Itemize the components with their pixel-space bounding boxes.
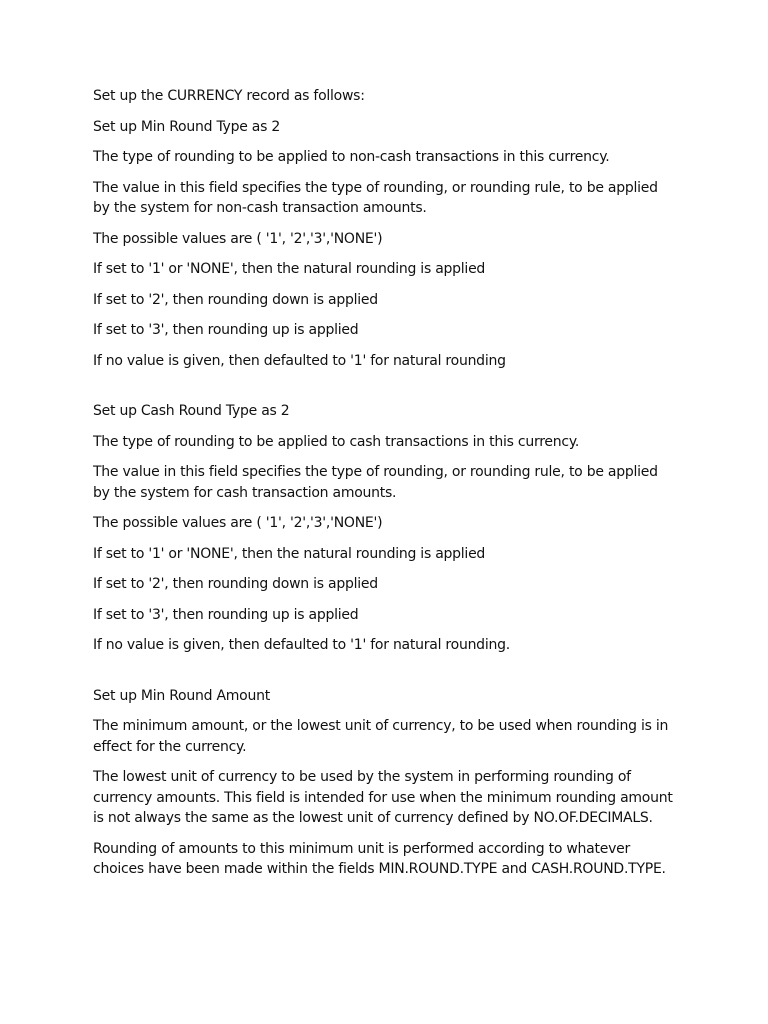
paragraph: If set to '1' or 'NONE', then the natural rounding is applied (93, 545, 486, 562)
paragraph: The minimum amount, or the lowest unit of currency, to be used when rounding is in effect for the currency. (93, 718, 669, 755)
section-heading: Set up Min Round Amount (93, 687, 270, 704)
section-cash-round-type (93, 401, 675, 656)
paragraph: If set to '1' or 'NONE', then the natural rounding is applied (93, 261, 486, 277)
paragraph: Rounding of amounts to this minimum unit is performed according to whatever choices have been made within the fields MIN.ROUND.TYPE and CASH.ROUND.TYPE. (93, 840, 666, 877)
paragraph: The type of rounding to be applied to cash transactions in this currency. (93, 433, 580, 450)
paragraph: If no value is given, then defaulted to '1' for natural rounding. (93, 637, 510, 653)
paragraph: If set to '2', then rounding down is applied (93, 291, 378, 308)
paragraph: If set to '3', then rounding up is applied (93, 606, 359, 623)
paragraph: If set to '2', then rounding down is applied (93, 576, 378, 592)
section-min-round-amount (93, 686, 675, 880)
paragraph: If set to '3', then rounding up is applied (93, 322, 359, 338)
section-heading: Set up Min Round Type as 2 (93, 118, 281, 135)
paragraph: The value in this field specifies the type of rounding, or rounding rule, to be applied by the system for cash transaction amounts. (93, 464, 658, 501)
paragraph: The lowest unit of currency to be used by the system in performing rounding of currency amounts. This field is intended for use when the minimum rounding amount is not always the same as the lowest unit of currency defined by NO.OF.DECIMALS. (93, 769, 673, 826)
paragraph: If no value is given, then defaulted to '1' for natural rounding (93, 352, 506, 369)
paragraph: The value in this field specifies the type of rounding, or rounding rule, to be applied by the system for non-cash transaction amounts. (93, 179, 658, 216)
section-spacer (93, 381, 675, 401)
intro-text: Set up the CURRENCY record as follows: (93, 88, 365, 104)
paragraph: The possible values are ( '1', '2','3','NONE') (93, 515, 383, 531)
section-heading: Set up Cash Round Type as 2 (93, 403, 290, 419)
paragraph: The possible values are ( '1', '2','3','NONE') (93, 230, 383, 247)
section-spacer (93, 666, 675, 686)
section-min-round-type (93, 117, 675, 372)
paragraph: The type of rounding to be applied to non-cash transactions in this currency. (93, 149, 610, 165)
